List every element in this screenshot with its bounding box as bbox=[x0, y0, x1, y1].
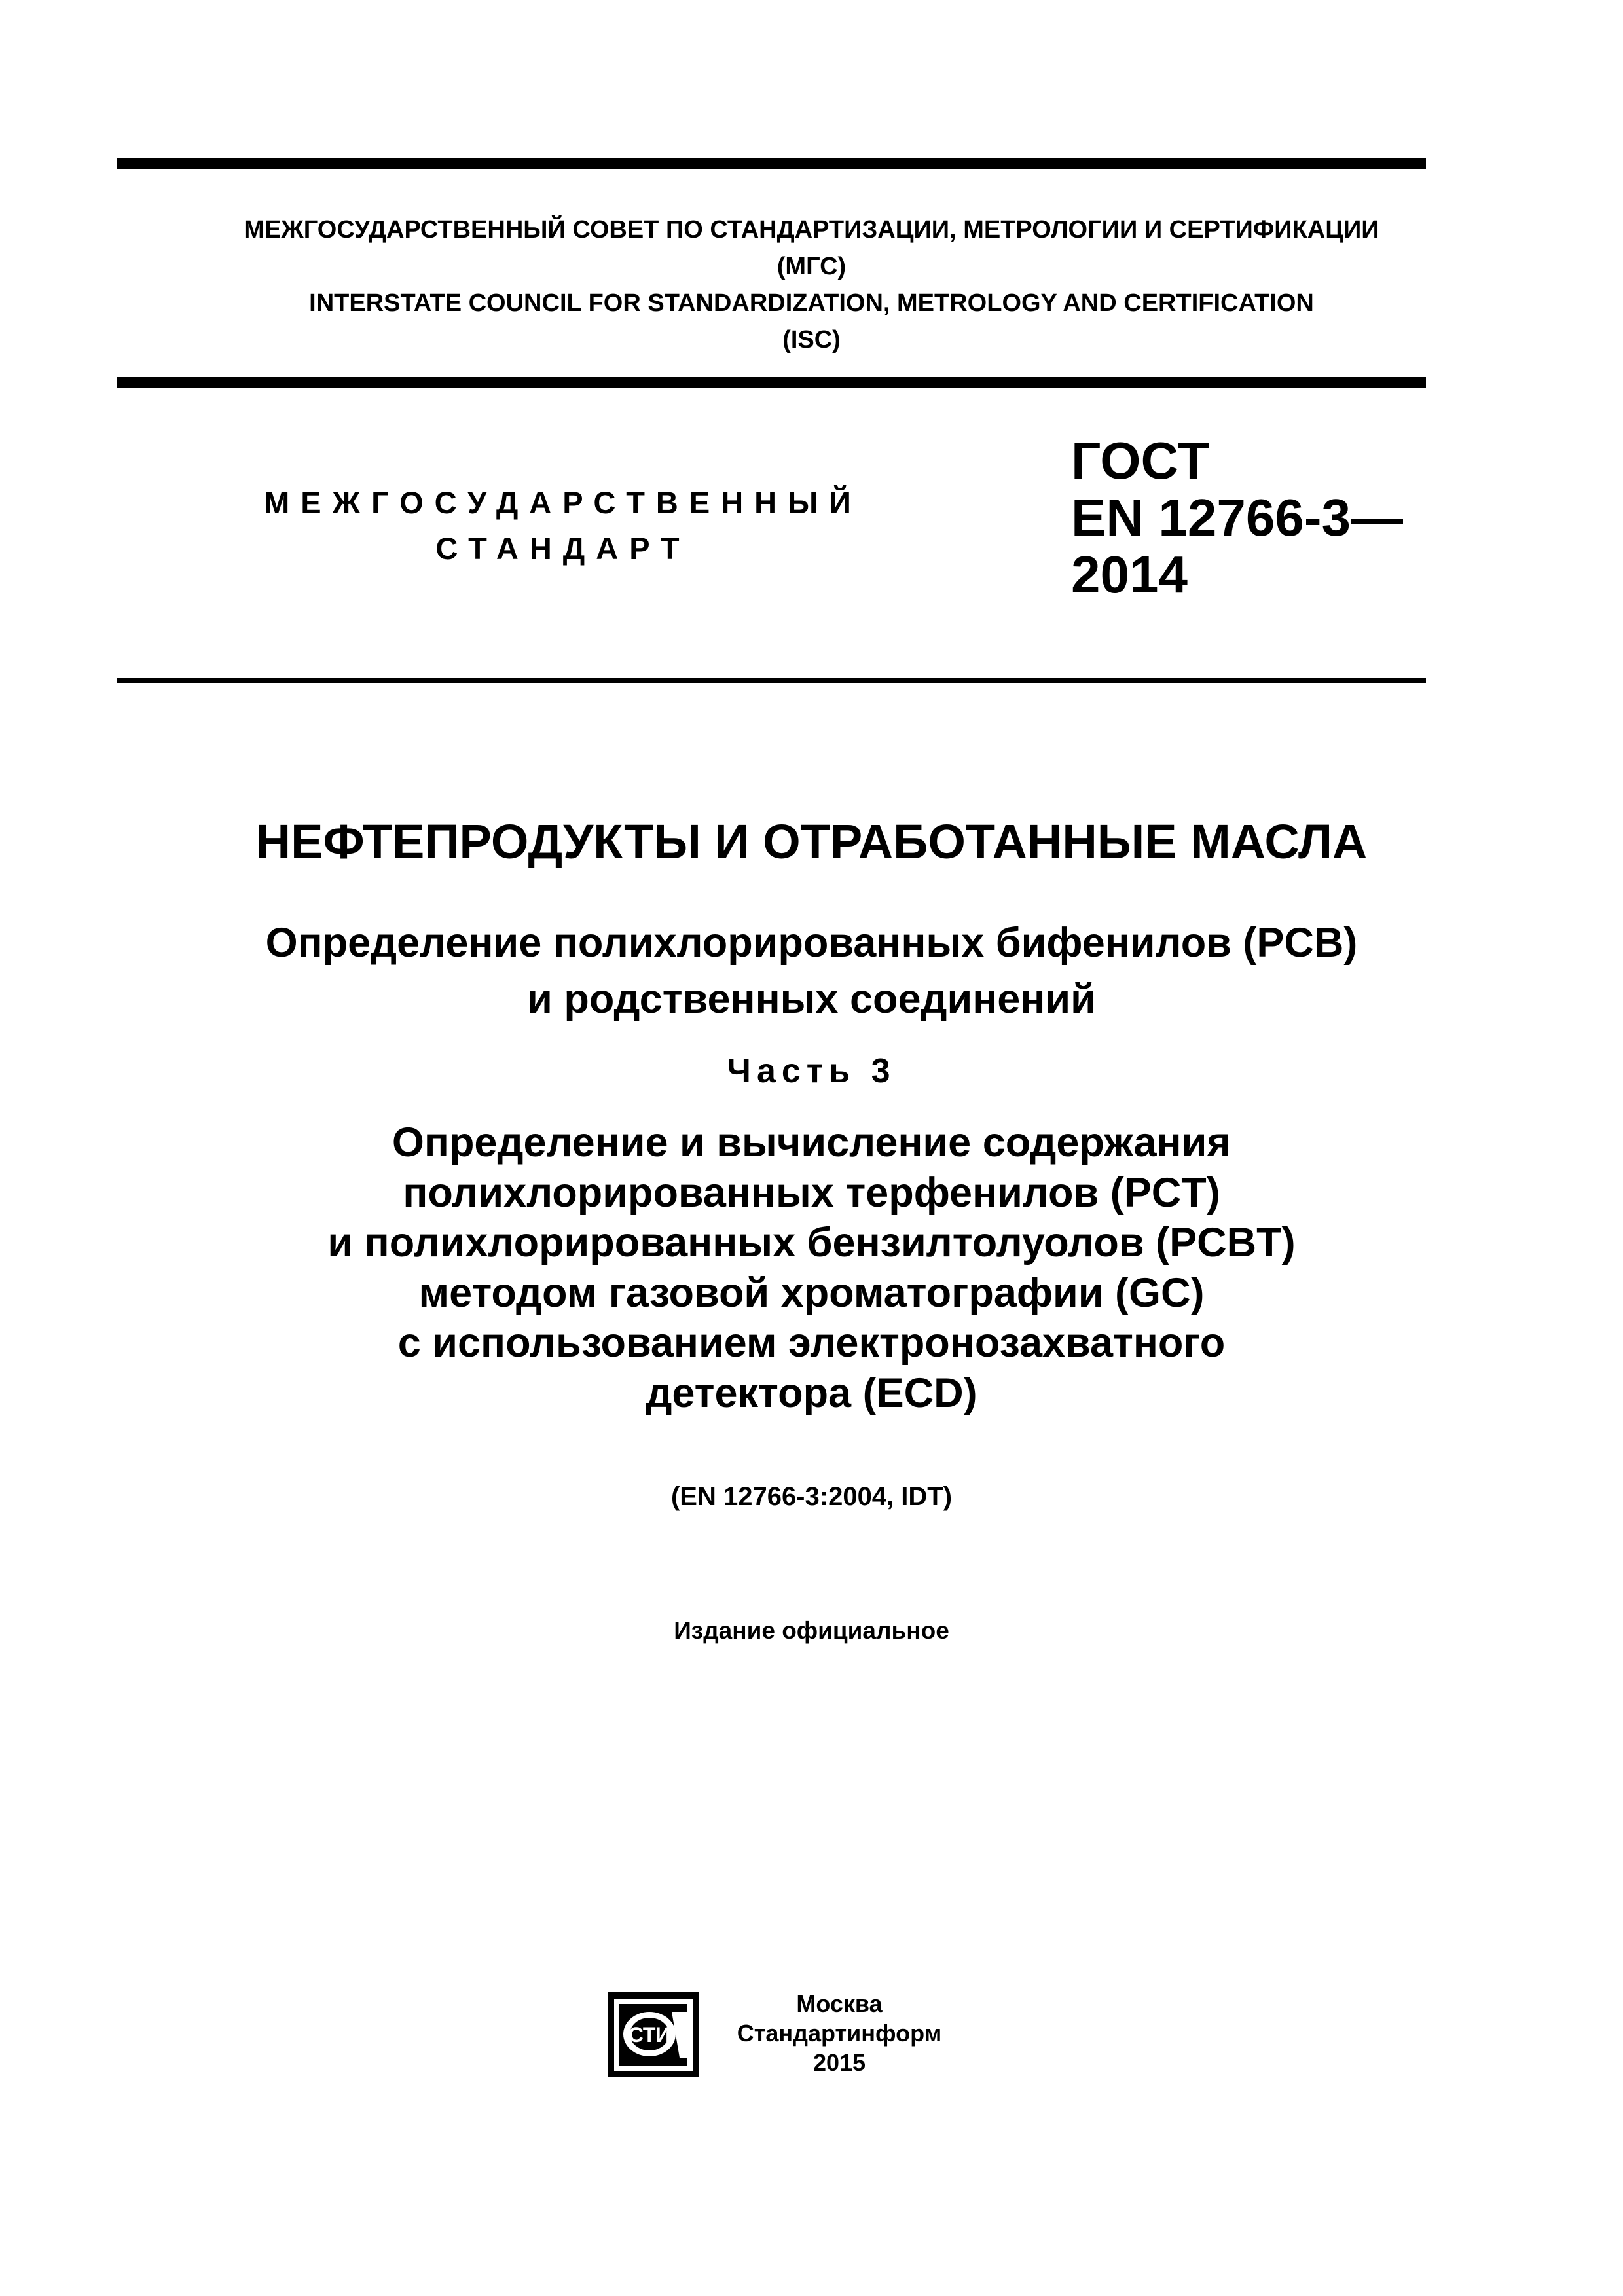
part-title-line: методом газовой хроматографии (GC) bbox=[418, 1269, 1205, 1316]
council-bottom-rule bbox=[117, 377, 1426, 388]
logo-text: СТИ bbox=[628, 2023, 671, 2047]
publisher-name: Стандартинформ bbox=[737, 2020, 942, 2047]
subtitle-line: и родственных соединений bbox=[527, 976, 1096, 1022]
top-rule bbox=[117, 158, 1426, 169]
part-title-line: с использованием электронозахватного bbox=[397, 1320, 1226, 1366]
part-label: Часть 3 bbox=[727, 1052, 896, 1090]
part-title bbox=[0, 1118, 1623, 1418]
en-reference: (EN 12766-3:2004, IDT) bbox=[670, 1482, 953, 1511]
council-abbr-en: (ISC) bbox=[782, 326, 841, 354]
logo-graphic bbox=[608, 1992, 699, 2077]
subtitle-line: Определение полихлорированных бифенилов (PCB) bbox=[265, 920, 1358, 966]
subtitle bbox=[0, 915, 1623, 1027]
standard-type-line2: СТАНДАРТ bbox=[435, 531, 691, 566]
gost-prefix: ГОСТ bbox=[1071, 431, 1210, 490]
council-name-en: INTERSTATE COUNCIL FOR STANDARDIZATION, METROLOGY AND CERTIFICATION bbox=[309, 289, 1314, 317]
header-bottom-rule bbox=[117, 678, 1426, 683]
standartinform-logo-icon bbox=[608, 1992, 699, 2077]
gost-dash: — bbox=[1350, 488, 1403, 547]
publisher-year: 2015 bbox=[812, 2049, 866, 2076]
standard-type-line1: МЕЖГОСУДАРСТВЕННЫЙ bbox=[264, 485, 862, 520]
part-title-line: и полихлорированных бензилтолуолов (PCBT) bbox=[327, 1220, 1296, 1266]
main-title: НЕФТЕПРОДУКТЫ И ОТРАБОТАННЫЕ МАСЛА bbox=[255, 814, 1368, 869]
gost-number bbox=[1071, 489, 1403, 546]
edition-note: Издание официальное bbox=[674, 1617, 949, 1644]
council-name-ru: МЕЖГОСУДАРСТВЕННЫЙ СОВЕТ ПО СТАНДАРТИЗАЦИИ, МЕТРОЛОГИИ И СЕРТИФИКАЦИИ bbox=[244, 216, 1379, 244]
part-title-line: Определение и вычисление содержания bbox=[392, 1120, 1231, 1165]
part-title-line: детектора (ECD) bbox=[646, 1370, 977, 1416]
gost-year: 2014 bbox=[1071, 545, 1188, 604]
council-abbr-ru: (МГС) bbox=[776, 253, 847, 280]
council-header bbox=[0, 211, 1623, 358]
publisher-city: Москва bbox=[796, 1990, 883, 2017]
publisher-imprint bbox=[731, 1989, 947, 2077]
gost-number-value: EN 12766-3 bbox=[1071, 488, 1351, 547]
part-title-line: полихлорированных терфенилов (PCT) bbox=[403, 1169, 1220, 1216]
standard-type-label bbox=[249, 480, 877, 572]
gost-designation bbox=[1071, 432, 1403, 603]
